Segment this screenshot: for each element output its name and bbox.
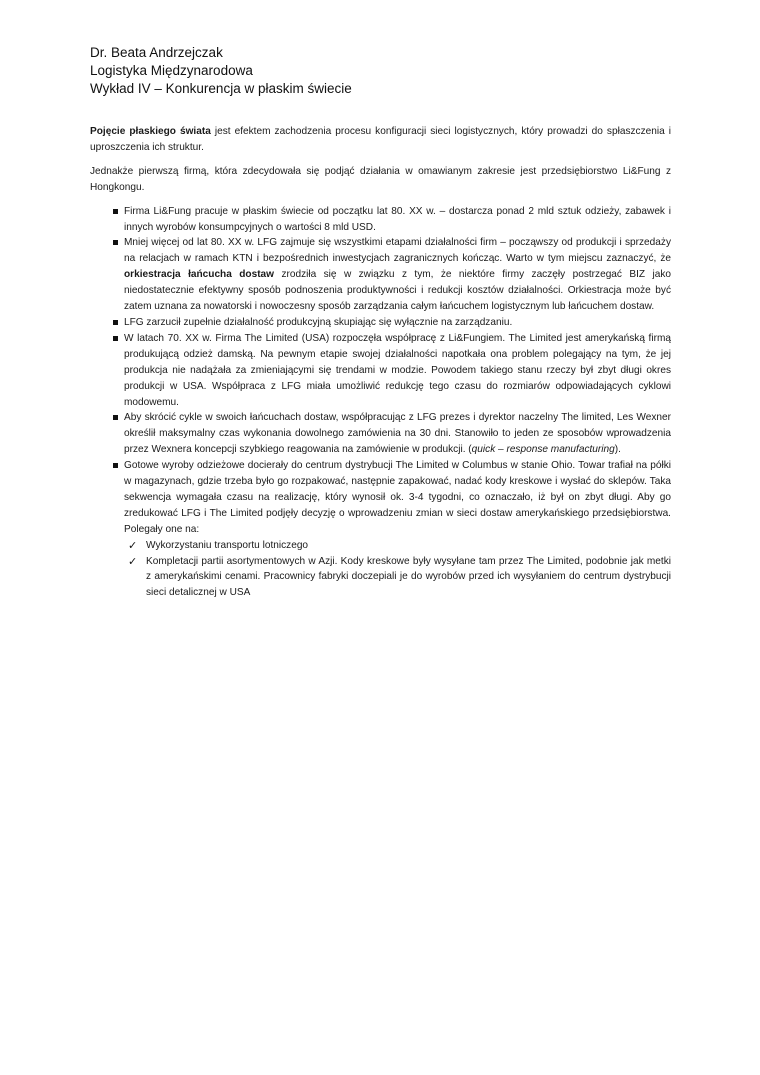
- square-bullet-icon: [113, 415, 118, 420]
- bullet-text: Firma Li&Fung pracuje w płaskim świecie od początku lat 80. XX w. – dostarcza ponad 2 mld sztuk odzieży, zabawek i innych wyrobów konsumpcyjnych o wartości 8 mld USD.: [124, 205, 671, 233]
- orchestration-term: orkiestracja łańcucha dostaw: [124, 269, 275, 281]
- bullet-list: [90, 204, 671, 602]
- subject-line: Logistyka Międzynarodowa: [90, 63, 253, 78]
- intro-paragraph-2: Jednakże pierwszą firmą, która zdecydowała się podjąć działania w omawianym zakresie jest przedsiębiorstwo Li&Fung z Hongkongu.: [90, 165, 671, 193]
- document-body: [90, 124, 671, 601]
- intro-paragraph-1: [90, 124, 671, 156]
- bullet-text: W latach 70. XX w. Firma The Limited (USA) rozpoczęła współpracę z Li&Fungiem. The Limited jest amerykańską firmą produkującą odzież damską. Na pewnym etapie swojej działalności napotkała ona problem polegający na tym, że jej produkcja nie nadążała za zmieniającymi się trendami w modzie. Powodem takiego stanu rzeczy był zbyt długi okres produkcji w USA. Współpraca z LFG miała umożliwić redukcję tego czasu do rozmiarów odpowiadających cyklowi modowemu.: [124, 332, 671, 408]
- checkmark-icon: ✓: [128, 554, 138, 568]
- flat-world-term: Pojęcie płaskiego świata: [90, 126, 211, 137]
- bullet-item: [90, 458, 671, 601]
- bullet-text: Mniej więcej od lat 80. XX w. LFG zajmuje się wszystkimi etapami działalności firm – począwszy od produkcji i sprzedaży na relacjach w ramach KTN i bezpośrednich inwestycjach zagranicznych kończąc. Warto w tym miejscu zaznaczyć, że: [124, 237, 671, 265]
- bullet-text: ).: [614, 444, 621, 456]
- author-line: Dr. Beata Andrzejczak: [90, 45, 223, 60]
- bullet-item: [90, 204, 671, 236]
- square-bullet-icon: [113, 336, 118, 341]
- bullet-text: Aby skrócić cykle w swoich łańcuchach dostaw, współpracując z LFG prezes i dyrektor naczelny The limited, Les Wexner określił maksymalny czas wykonania dowolnego zamówienia na 30 dni. Stanowiło to jeden ze sposobów wprowadzenia przez Wexnera koncepcji szybkiego reagowania na zamówienie w produkcji. (: [124, 412, 671, 456]
- square-bullet-icon: [113, 463, 118, 468]
- check-item: [90, 538, 671, 554]
- qrm-term: quick – response manufacturing: [471, 444, 615, 456]
- check-item: [90, 554, 671, 602]
- square-bullet-icon: [113, 240, 118, 245]
- bullet-item: [90, 331, 671, 411]
- checkmark-icon: ✓: [128, 538, 138, 552]
- square-bullet-icon: [113, 209, 118, 214]
- check-text: Kompletacji partii asortymentowych w Azji. Kody kreskowe były wysyłane tam przez The Limited, podobnie jak metki z amerykańskimi cenami. Pracownicy fabryki doczepiali je do wyrobów przed ich wysyłaniem do centrum dystrybucji sieci detalicznej w USA: [146, 555, 671, 599]
- bullet-item: [90, 410, 671, 458]
- bullet-item: [90, 315, 671, 331]
- bullet-item: [90, 235, 671, 315]
- lecture-title: Wykład IV – Konkurencja w płaskim świecie: [90, 81, 352, 96]
- check-text: Wykorzystaniu transportu lotniczego: [146, 539, 309, 551]
- check-list: [90, 538, 671, 602]
- bullet-text: LFG zarzucił zupełnie działalność produkcyjną skupiając się wyłącznie na zarządzaniu.: [124, 316, 513, 328]
- intro-paragraph-1-text: jest efektem zachodzenia procesu konfiguracji sieci logistycznych, który prowadzi do spłaszczenia i uproszczenia ich struktur.: [90, 126, 671, 153]
- square-bullet-icon: [113, 320, 118, 325]
- document-header: [90, 44, 352, 98]
- bullet-text: Gotowe wyroby odzieżowe docierały do centrum dystrybucji The Limited w Columbus w stanie Ohio. Towar trafiał na półki w magazynach, gdzie trzeba było go rozpakować, następnie zapakować, nadać kody kreskowe i wysłać do sklepów. Taka sekwencja wymagała czasu na realizację, który wynosił ok. 3-4 tygodni, co oznaczało, iż był on zbyt długi. Aby go zredukować LFG i The Limited podjęły decyzję o wprowadzeniu zmian w sieci dostaw amerykańskiego przedsiębiorstwa. Polegały one na:: [124, 460, 671, 535]
- bullet-text: zrodziła się w związku z tym, że niektóre firmy zaczęły postrzegać BIZ jako niedostatecznie efektywny sposób podnoszenia produktywności i redukcji kosztów działalności. Orkiestracja może być zatem uznana za nowatorski i nowoczesny sposób zarządzania całym łańcuchem logistycznym lub łańcuchem dostaw.: [124, 269, 671, 313]
